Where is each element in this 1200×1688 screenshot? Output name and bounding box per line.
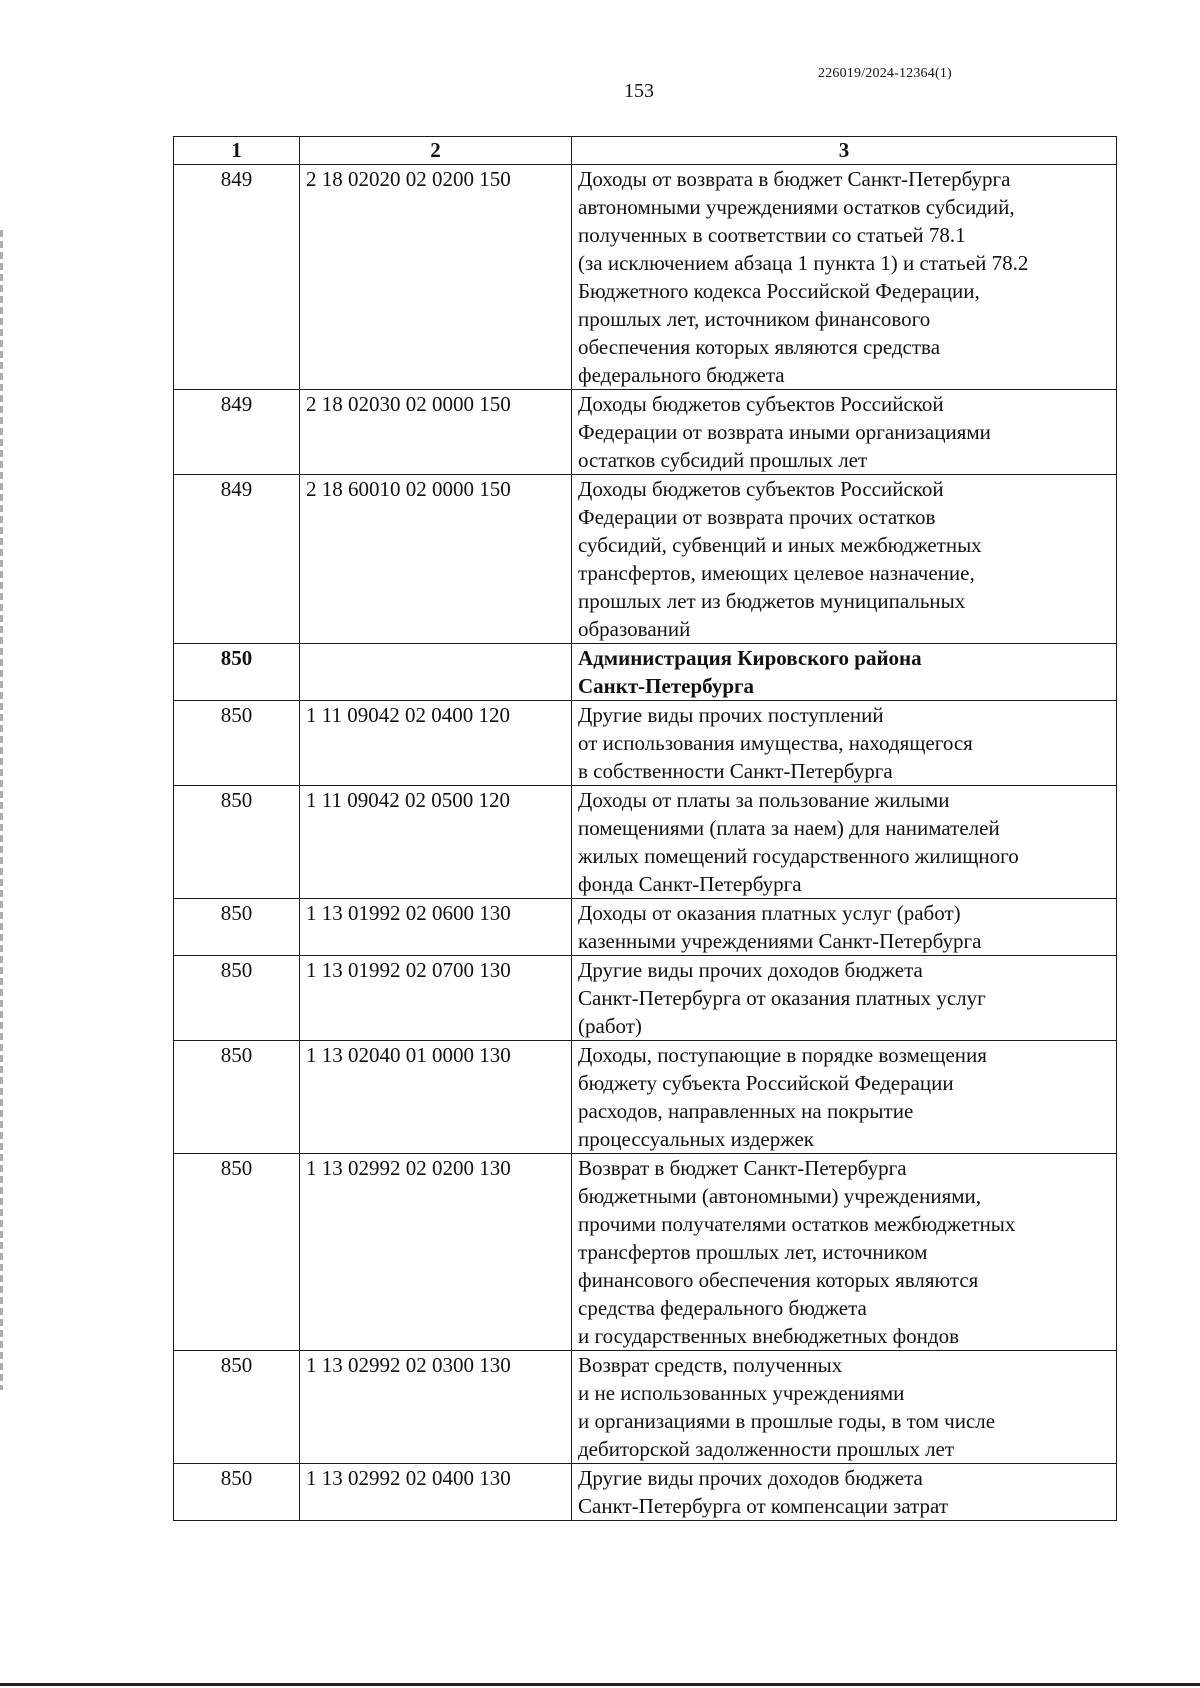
revenue-description-cell	[572, 390, 1117, 475]
revenue-codes-table	[173, 136, 1117, 1521]
admin-code-cell: 850	[174, 899, 300, 956]
description-line: в собственности Санкт-Петербурга	[578, 759, 893, 783]
table-row	[174, 956, 1117, 1041]
admin-code-cell: 849	[174, 165, 300, 390]
column-header-3: 3	[572, 137, 1117, 165]
revenue-code-cell: 2 18 02020 02 0200 150	[300, 165, 572, 390]
description-line: остатков субсидий прошлых лет	[578, 448, 868, 472]
revenue-code-cell: 1 13 02992 02 0200 130	[300, 1154, 572, 1351]
revenue-code-cell: 1 13 01992 02 0600 130	[300, 899, 572, 956]
description-line: трансфертов прошлых лет, источником	[578, 1240, 928, 1264]
table-row	[174, 899, 1117, 956]
revenue-description-cell	[572, 165, 1117, 390]
description-line: федерального бюджета	[578, 363, 785, 387]
description-line: фонда Санкт-Петербурга	[578, 872, 802, 896]
description-line: Доходы бюджетов субъектов Российской	[578, 477, 944, 501]
revenue-description-cell	[572, 701, 1117, 786]
description-line: субсидий, субвенций и иных межбюджетных	[578, 533, 982, 557]
description-line: помещениями (плата за наем) для нанимателей	[578, 816, 1000, 840]
admin-code-cell: 850	[174, 956, 300, 1041]
description-line: Возврат средств, полученных	[578, 1353, 843, 1377]
revenue-description-cell	[572, 786, 1117, 899]
description-line: образований	[578, 617, 691, 641]
admin-code-cell: 849	[174, 475, 300, 644]
description-line: Администрация Кировского района	[578, 646, 922, 670]
revenue-description-cell	[572, 1351, 1117, 1464]
description-line: обеспечения которых являются средства	[578, 335, 941, 359]
table-row	[174, 165, 1117, 390]
revenue-code-cell: 1 11 09042 02 0500 120	[300, 786, 572, 899]
description-line: Федерации от возврата иными организациями	[578, 420, 991, 444]
document-number: 226019/2024-12364(1)	[818, 66, 952, 81]
description-line: Доходы, поступающие в порядке возмещения	[578, 1043, 987, 1067]
description-line: Доходы от возврата в бюджет Санкт-Петербурга	[578, 167, 1011, 191]
column-header-2: 2	[300, 137, 572, 165]
description-line: Федерации от возврата прочих остатков	[578, 505, 936, 529]
table-header-row	[174, 137, 1117, 165]
revenue-description-cell	[572, 956, 1117, 1041]
admin-code-cell: 850	[174, 1351, 300, 1464]
description-line: (за исключением абзаца 1 пункта 1) и статьей 78.2	[578, 251, 1029, 275]
description-line: прочими получателями остатков межбюджетных	[578, 1212, 1016, 1236]
description-line: автономными учреждениями остатков субсидий,	[578, 195, 1015, 219]
description-line: Санкт-Петербурга от оказания платных услуг	[578, 986, 986, 1010]
revenue-code-cell: 2 18 02030 02 0000 150	[300, 390, 572, 475]
description-line: Доходы бюджетов субъектов Российской	[578, 392, 944, 416]
description-line: бюджету субъекта Российской Федерации	[578, 1071, 954, 1095]
table-row	[174, 475, 1117, 644]
description-line: Бюджетного кодекса Российской Федерации,	[578, 279, 980, 303]
page-number: 153	[624, 80, 654, 102]
description-line: финансового обеспечения которых являются	[578, 1268, 979, 1292]
admin-code-cell: 850	[174, 786, 300, 899]
description-line: средства федерального бюджета	[578, 1296, 867, 1320]
revenue-code-cell: 2 18 60010 02 0000 150	[300, 475, 572, 644]
revenue-code-cell: 1 13 01992 02 0700 130	[300, 956, 572, 1041]
description-line: трансфертов, имеющих целевое назначение,	[578, 561, 975, 585]
description-line: (работ)	[578, 1014, 642, 1038]
revenue-description-cell	[572, 1154, 1117, 1351]
description-line: и организациями в прошлые годы, в том числе	[578, 1409, 996, 1433]
description-line: расходов, направленных на покрытие	[578, 1099, 914, 1123]
description-line: дебиторской задолженности прошлых лет	[578, 1437, 955, 1461]
admin-code-cell: 850	[174, 1154, 300, 1351]
table-row	[174, 1464, 1117, 1521]
description-line: Другие виды прочих доходов бюджета	[578, 958, 923, 982]
description-line: прошлых лет из бюджетов муниципальных	[578, 589, 966, 613]
description-line: бюджетными (автономными) учреждениями,	[578, 1184, 982, 1208]
revenue-description-cell	[572, 644, 1117, 701]
table-body	[174, 165, 1117, 1521]
revenue-code-cell	[300, 644, 572, 701]
table-row	[174, 1154, 1117, 1351]
description-line: Возврат в бюджет Санкт-Петербурга	[578, 1156, 907, 1180]
table-row	[174, 1041, 1117, 1154]
admin-code-cell: 849	[174, 390, 300, 475]
description-line: и государственных внебюджетных фондов	[578, 1324, 960, 1348]
table-row	[174, 644, 1117, 701]
table-row	[174, 701, 1117, 786]
revenue-code-cell: 1 11 09042 02 0400 120	[300, 701, 572, 786]
revenue-code-cell: 1 13 02040 01 0000 130	[300, 1041, 572, 1154]
description-line: полученных в соответствии со статьей 78.1	[578, 223, 966, 247]
admin-code-cell: 850	[174, 1041, 300, 1154]
admin-code-cell: 850	[174, 701, 300, 786]
revenue-description-cell	[572, 475, 1117, 644]
description-line: Доходы от платы за пользование жилыми	[578, 788, 950, 812]
description-line: от использования имущества, находящегося	[578, 731, 973, 755]
description-line: и не использованных учреждениями	[578, 1381, 905, 1405]
column-header-1: 1	[174, 137, 300, 165]
revenue-description-cell	[572, 899, 1117, 956]
table-row	[174, 390, 1117, 475]
description-line: процессуальных издержек	[578, 1127, 814, 1151]
description-line: Санкт-Петербурга	[578, 674, 755, 698]
description-line: жилых помещений государственного жилищного	[578, 844, 1019, 868]
revenue-code-cell: 1 13 02992 02 0400 130	[300, 1464, 572, 1521]
revenue-code-cell: 1 13 02992 02 0300 130	[300, 1351, 572, 1464]
page-bottom-edge	[0, 1683, 1200, 1686]
table-row	[174, 1351, 1117, 1464]
description-line: Санкт-Петербурга от компенсации затрат	[578, 1494, 949, 1518]
description-line: Другие виды прочих поступлений	[578, 703, 884, 727]
revenue-description-cell	[572, 1041, 1117, 1154]
description-line: Другие виды прочих доходов бюджета	[578, 1466, 923, 1490]
table-row	[174, 786, 1117, 899]
admin-code-cell: 850	[174, 644, 300, 701]
description-line: прошлых лет, источником финансового	[578, 307, 931, 331]
description-line: Доходы от оказания платных услуг (работ)	[578, 901, 961, 925]
scan-edge-artifact	[0, 230, 3, 1390]
description-line: казенными учреждениями Санкт-Петербурга	[578, 929, 982, 953]
revenue-description-cell	[572, 1464, 1117, 1521]
admin-code-cell: 850	[174, 1464, 300, 1521]
